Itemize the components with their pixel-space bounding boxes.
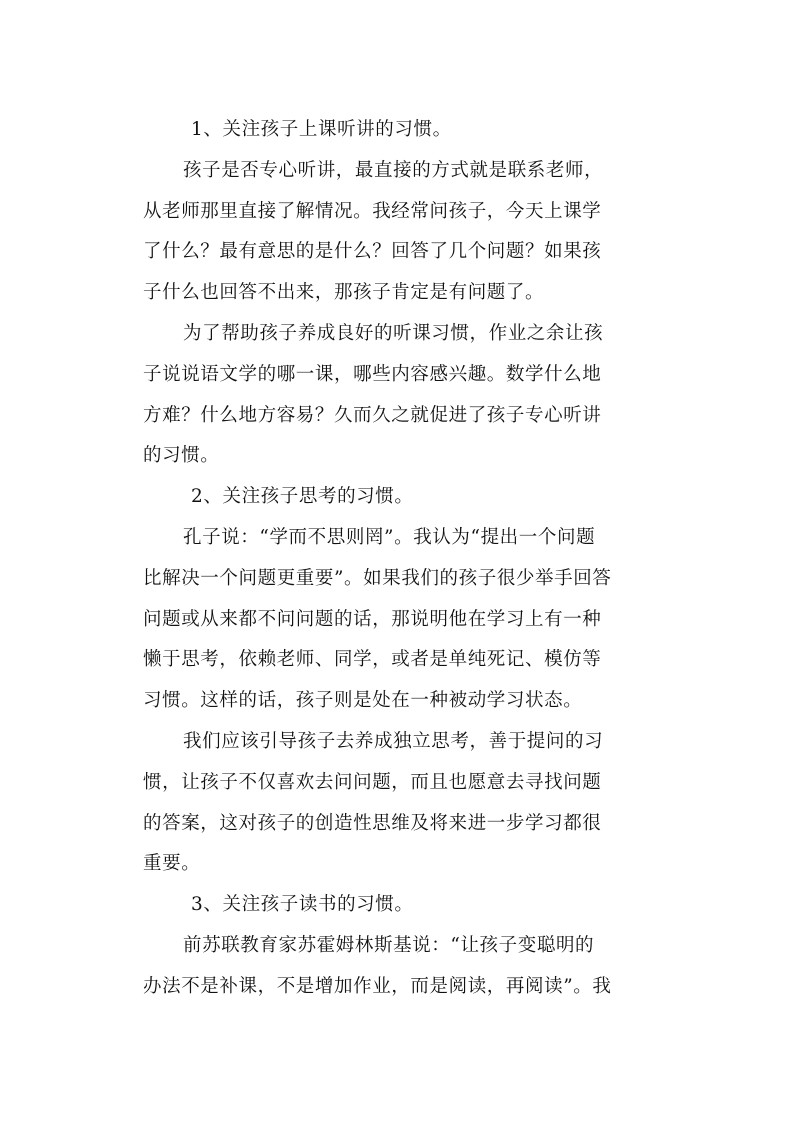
text-line: 子说说语文学的哪一课，哪些内容感兴趣。数学什么地 [143, 363, 602, 385]
text-line: 问题或从来都不问问题的话，那说明他在学习上有一种 [143, 608, 602, 630]
text-line: 办法不是补课，不是增加作业，而是阅读，再阅读”。我 [143, 975, 612, 997]
section-heading: 2、关注孩子思考的习惯。 [191, 486, 414, 508]
text-line: 子什么也回答不出来，那孩子肯定是有问题了。 [143, 282, 545, 304]
section-heading: 3、关注孩子读书的习惯。 [191, 894, 414, 916]
text-line: 习惯。这样的话，孩子则是处在一种被动学习状态。 [143, 690, 583, 712]
text-line: 的答案，这对孩子的创造性思维及将来进一步学习都很 [143, 812, 602, 834]
text-line: 的习惯。 [143, 445, 220, 467]
text-line: 懒于思考，依赖老师、同学，或者是单纯死记、模仿等 [143, 649, 602, 671]
text-line: 惯，让孩子不仅喜欢去问问题，而且也愿意去寻找问题 [143, 771, 602, 793]
text-line: 孔子说：“学而不思则罔”。我认为“提出一个问题 [183, 526, 596, 548]
text-line: 了什么？最有意思的是什么？回答了几个问题？如果孩 [143, 241, 602, 263]
text-line: 我们应该引导孩子去养成独立思考，善于提问的习 [183, 730, 604, 752]
section-heading: 1、关注孩子上课听讲的习惯。 [191, 119, 452, 140]
text-line: 孩子是否专心听讲，最直接的方式就是联系老师， [183, 159, 604, 181]
document-body [143, 110, 673, 1008]
text-line: 方难？什么地方容易？久而久之就促进了孩子专心听讲 [143, 404, 602, 426]
text-line: 比解决一个问题更重要”。如果我们的孩子很少举手回答 [143, 567, 612, 589]
text-line: 从老师那里直接了解情况。我经常问孩子，今天上课学 [143, 200, 602, 222]
text-line: 前苏联教育家苏霍姆林斯基说：“让孩子变聪明的 [183, 934, 595, 956]
text-line: 为了帮助孩子养成良好的听课习惯，作业之余让孩 [183, 322, 604, 344]
text-line: 重要。 [143, 853, 201, 875]
